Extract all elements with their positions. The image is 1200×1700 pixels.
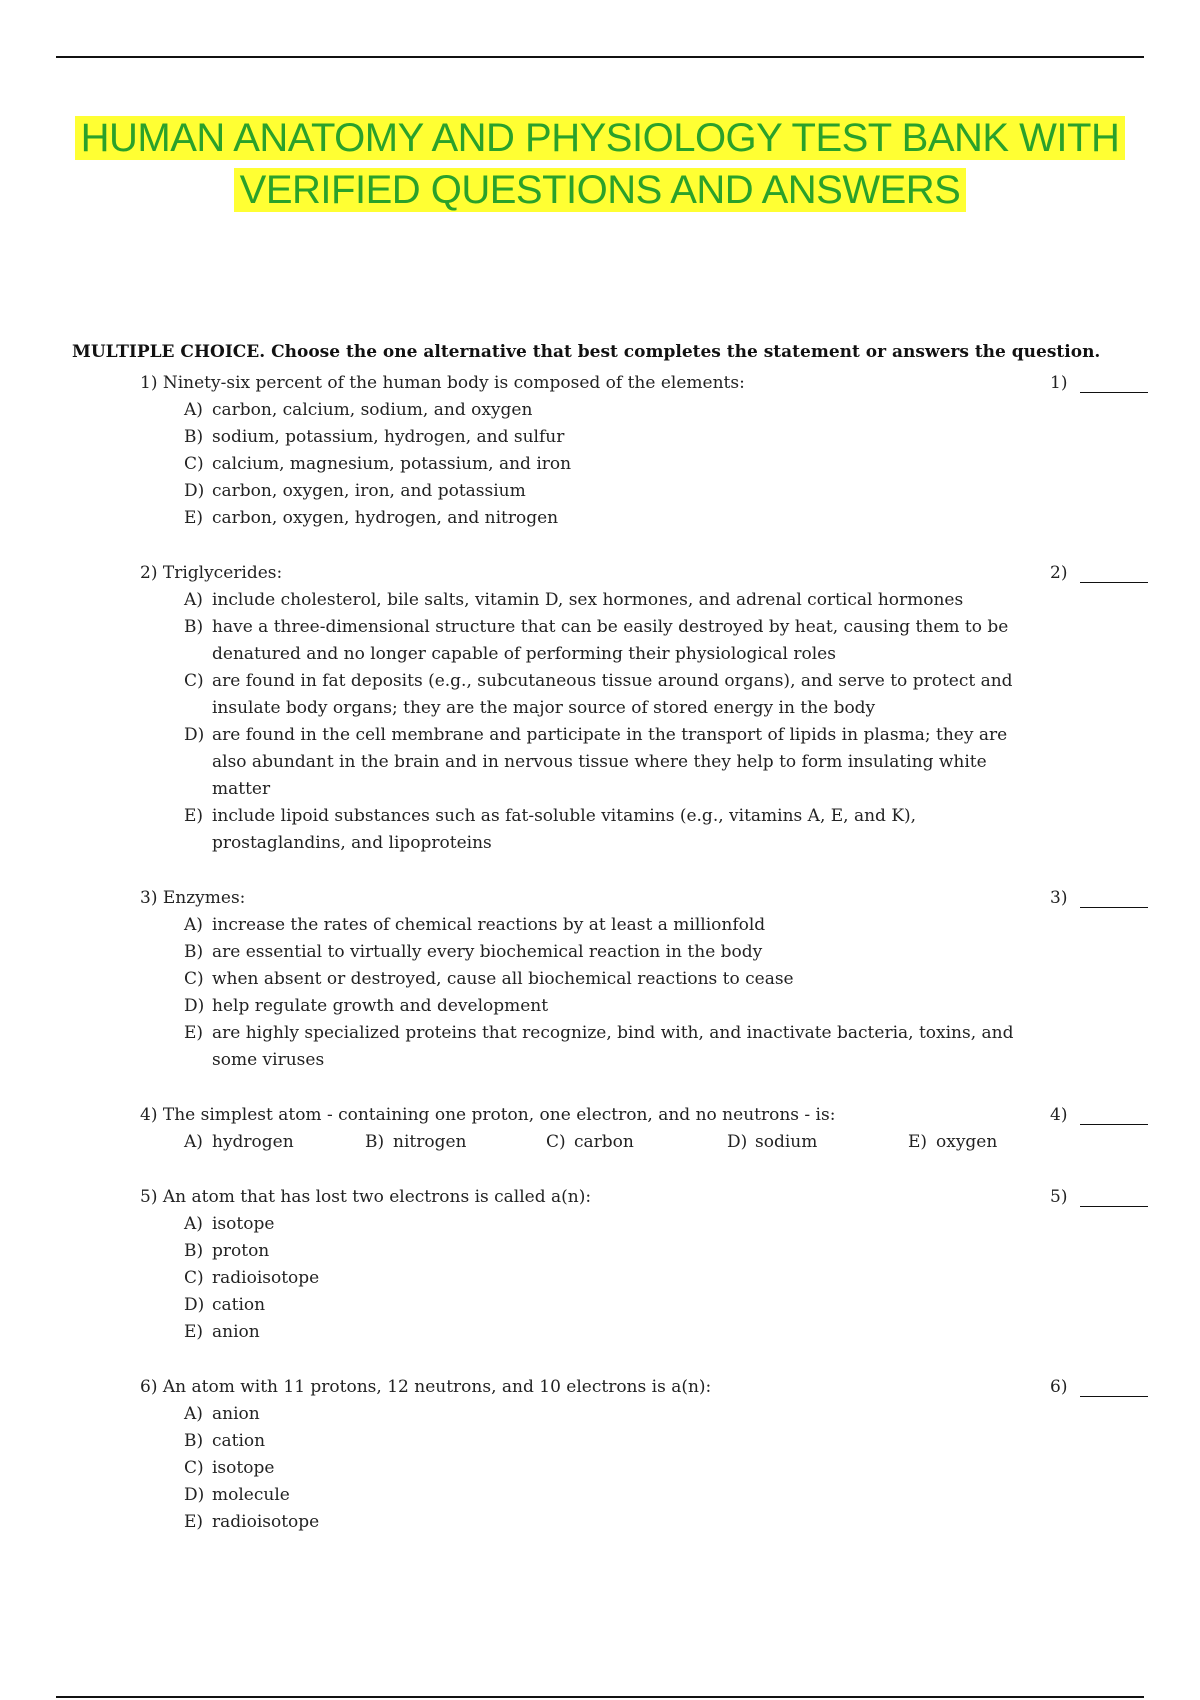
answer-number: 6) [1050,1377,1068,1397]
answer-blank[interactable] [1080,907,1148,908]
options [140,587,1150,857]
title-line-2: VERIFIED QUESTIONS AND ANSWERS [234,168,967,212]
option-d: D) molecule [184,1485,290,1505]
question-stem [140,560,1150,587]
option-d: D) carbon, oxygen, iron, and potassium [184,481,526,501]
option-e: E) are highly specialized proteins that recognize, bind with, and inactivate bacteria, toxins, and some viruses [184,1023,1014,1070]
option-e: E) oxygen [908,1132,998,1152]
answer-number: 3) [1050,888,1068,908]
question-text: The simplest atom - containing one proton, one electron, and no neutrons - is: [162,1105,836,1125]
option-a: A) anion [184,1404,260,1424]
question-3 [140,885,1150,1074]
option-d: D) cation [184,1295,266,1315]
question-stem [140,885,1150,912]
option-b: B) have a three-dimensional structure that can be easily destroyed by heat, causing them to be denatured and no longer capable of performing their physiological roles [184,617,1009,664]
option-c: C) are found in fat deposits (e.g., subcutaneous tissue around organs), and serve to protect and insulate body organs; they are the major source of stored energy in the body [184,671,1013,718]
title-line-1: HUMAN ANATOMY AND PHYSIOLOGY TEST BANK WITH [75,116,1126,160]
question-text: An atom with 11 protons, 12 neutrons, and 10 electrons is a(n): [162,1377,712,1397]
option-e: E) anion [184,1322,260,1342]
top-rule [56,56,1144,58]
answer-blank[interactable] [1080,582,1148,583]
option-c: C) carbon [546,1132,634,1152]
option-a: A) isotope [184,1214,275,1234]
question-stem [140,1184,1150,1211]
option-d: D) sodium [727,1132,818,1152]
answer-blank[interactable] [1080,1124,1148,1125]
option-b: B) proton [184,1241,270,1261]
option-a: A) increase the rates of chemical reactions by at least a millionfold [184,915,766,935]
answer-number: 1) [1050,373,1068,393]
answer-number: 4) [1050,1105,1068,1125]
question-stem [140,1374,1150,1401]
document-title [0,112,1200,216]
options [140,397,1150,532]
answer-blank[interactable] [1080,392,1148,393]
option-b: B) sodium, potassium, hydrogen, and sulfur [184,427,565,447]
question-2 [140,560,1150,857]
question-number: 3) [140,888,158,908]
question-stem [140,370,1150,397]
options [140,912,1150,1074]
option-c: C) calcium, magnesium, potassium, and iron [184,454,572,474]
options [140,1211,1150,1346]
question-6 [140,1374,1150,1536]
option-b: B) cation [184,1431,266,1451]
question-number: 5) [140,1187,158,1207]
question-1 [140,370,1150,532]
question-list [140,370,1150,1564]
option-e: E) include lipoid substances such as fat-soluble vitamins (e.g., vitamins A, E, and K), prostaglandins, and lipoproteins [184,806,917,853]
options [140,1401,1150,1536]
option-a: A) hydrogen [184,1132,294,1152]
question-stem [140,1102,1150,1129]
option-e: E) carbon, oxygen, hydrogen, and nitrogen [184,508,559,528]
bottom-rule [56,1696,1144,1698]
answer-number: 5) [1050,1187,1068,1207]
options [140,1129,1150,1156]
question-text: Ninety-six percent of the human body is composed of the elements: [162,373,745,393]
question-text: An atom that has lost two electrons is called a(n): [162,1187,592,1207]
option-d: D) are found in the cell membrane and participate in the transport of lipids in plasma; they are also abundant in the brain and in nervous tissue where they help to form insulating white matter [184,725,1008,799]
answer-blank[interactable] [1080,1396,1148,1397]
option-d: D) help regulate growth and development [184,996,549,1016]
option-c: C) isotope [184,1458,275,1478]
option-a: A) carbon, calcium, sodium, and oxygen [184,400,533,420]
option-b: B) nitrogen [365,1132,467,1152]
question-number: 6) [140,1377,158,1397]
question-4 [140,1102,1150,1156]
answer-number: 2) [1050,563,1068,583]
option-c: C) when absent or destroyed, cause all biochemical reactions to cease [184,969,794,989]
question-number: 2) [140,563,158,583]
question-text: Triglycerides: [162,563,283,583]
option-e: E) radioisotope [184,1512,320,1532]
option-c: C) radioisotope [184,1268,320,1288]
question-number: 1) [140,373,158,393]
question-5 [140,1184,1150,1346]
question-number: 4) [140,1105,158,1125]
option-a: A) include cholesterol, bile salts, vitamin D, sex hormones, and adrenal cortical hormones [184,590,964,610]
question-text: Enzymes: [162,888,246,908]
option-b: B) are essential to virtually every biochemical reaction in the body [184,942,763,962]
answer-blank[interactable] [1080,1206,1148,1207]
section-instruction: MULTIPLE CHOICE. Choose the one alternative that best completes the statement or answers the question. [72,342,1101,362]
